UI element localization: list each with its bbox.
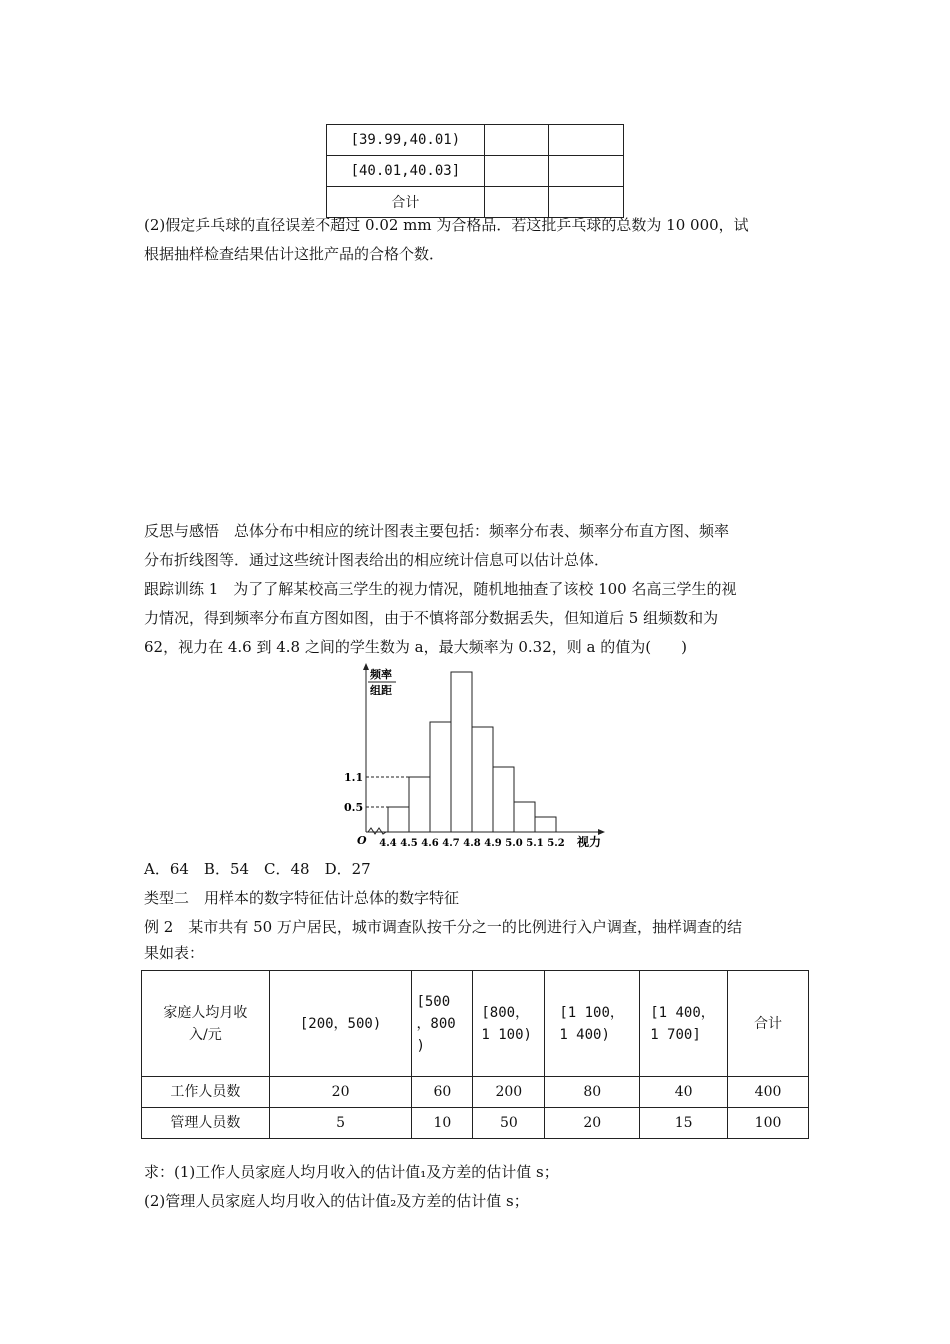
table-cell: 40 <box>640 1077 728 1108</box>
type-2-title: 类型二 用样本的数字特征估计总体的数字特征 <box>144 889 460 907</box>
x-tick-label: 5.0 <box>505 838 523 849</box>
table-cell <box>484 187 549 218</box>
table-cell: 80 <box>545 1077 640 1108</box>
question-1: 求：(1)工作人员家庭人均月收入的估计值₁及方差的估计值 s； <box>144 1163 559 1181</box>
exercise-1-line-1: 跟踪训练 1 为了了解某校高三学生的视力情况，随机地抽查了该校 100 名高三学生的视 <box>144 580 737 598</box>
table-cell: 5 <box>269 1108 412 1139</box>
table-cell: 100 <box>728 1108 809 1139</box>
x-tick-label: 4.9 <box>484 838 502 849</box>
table-cell: 10 <box>412 1108 473 1139</box>
table-cell: 合计 <box>327 187 485 218</box>
x-tick-label: 4.6 <box>421 838 439 849</box>
header-bin-800-1100: [800， 1 100) <box>473 971 545 1077</box>
axis-break <box>368 828 386 834</box>
x-tick-label: 4.5 <box>400 838 418 849</box>
table-row <box>327 125 624 156</box>
x-tick-label: 4.4 <box>379 838 397 849</box>
table-cell <box>484 156 549 187</box>
header-total: 合计 <box>728 971 809 1077</box>
header-bin-1100-1400: [1 100， 1 400) <box>545 971 640 1077</box>
histogram-bar <box>451 672 472 832</box>
histogram-bar <box>409 777 430 832</box>
question-2-line-2: 根据抽样检查结果估计这批产品的合格个数． <box>144 245 445 263</box>
header-bin-200-500: [200，500) <box>269 971 412 1077</box>
table-cell: 15 <box>640 1108 728 1139</box>
histogram-bar <box>388 807 409 832</box>
table-cell: 200 <box>473 1077 545 1108</box>
table-cell: [39.99,40.01) <box>327 125 485 156</box>
row-label: 工作人员数 <box>142 1077 270 1108</box>
frequency-table-fragment <box>326 124 624 218</box>
table-cell: 400 <box>728 1077 809 1108</box>
table-cell: 60 <box>412 1077 473 1108</box>
table-row <box>327 187 624 218</box>
histogram-bar <box>472 727 493 832</box>
y-axis-label-bottom: 组距 <box>370 684 392 697</box>
table-header-row <box>142 971 809 1077</box>
reflection-line-2: 分布折线图等．通过这些统计图表给出的相应统计信息可以估计总体． <box>144 551 610 569</box>
frequency-histogram <box>330 660 620 855</box>
exercise-1-line-3: 62，视力在 4.6 到 4.8 之间的学生数为 a，最大频率为 0.32，则 a 的值为( ) <box>144 638 687 656</box>
table-cell: 50 <box>473 1108 545 1139</box>
example-2-line-2: 果如表： <box>144 944 205 962</box>
histogram-bar <box>514 802 535 832</box>
y-tick-label: 0.5 <box>344 801 364 814</box>
table-cell <box>484 125 549 156</box>
x-tick-label: 4.8 <box>463 838 481 849</box>
table-cell <box>549 125 624 156</box>
header-bin-1400-1700: [1 400， 1 700] <box>640 971 728 1077</box>
exercise-1-line-2: 力情况，得到频率分布直方图如图，由于不慎将部分数据丢失，但知道后 5 组频数和为 <box>144 609 719 627</box>
answer-options: A．64 B．54 C．48 D．27 <box>144 860 371 878</box>
histogram-bar <box>493 767 514 832</box>
x-tick-label: 4.7 <box>442 838 460 849</box>
table-row <box>142 1077 809 1108</box>
y-tick-label: 1.1 <box>344 771 364 784</box>
row-label: 管理人员数 <box>142 1108 270 1139</box>
table-row <box>142 1108 809 1139</box>
x-axis-label: 视力 <box>577 835 602 849</box>
table-cell: [40.01,40.03] <box>327 156 485 187</box>
table-cell <box>549 156 624 187</box>
y-axis-label-top: 频率 <box>370 668 392 681</box>
question-2: (2)管理人员家庭人均月收入的估计值₂及方差的估计值 s； <box>144 1192 529 1210</box>
header-bin-500-800: [500 ，800 ) <box>412 971 473 1077</box>
x-tick-label: 5.1 <box>526 838 544 849</box>
table-cell: 20 <box>545 1108 640 1139</box>
x-tick-label: 5.2 <box>547 838 565 849</box>
header-income-label: 家庭人均月收 入/元 <box>142 971 270 1077</box>
example-2-line-1: 例 2 某市共有 50 万户居民，城市调查队按千分之一的比例进行入户调查，抽样调查的结 <box>144 918 742 936</box>
reflection-line-1: 反思与感悟 总体分布中相应的统计图表主要包括：频率分布表、频率分布直方图、频率 <box>144 522 730 540</box>
table-row <box>327 156 624 187</box>
question-2-line-1: (2)假定乒乓球的直径误差不超过 0.02 mm 为合格品．若这批乒乓球的总数为 10 000，试 <box>144 216 749 234</box>
table-cell: 20 <box>269 1077 412 1108</box>
table-cell <box>549 187 624 218</box>
histogram-bar <box>430 722 451 832</box>
y-axis-arrow <box>363 663 369 670</box>
origin-label: O <box>357 834 367 847</box>
income-table <box>141 970 809 1139</box>
histogram-bar <box>535 817 556 832</box>
